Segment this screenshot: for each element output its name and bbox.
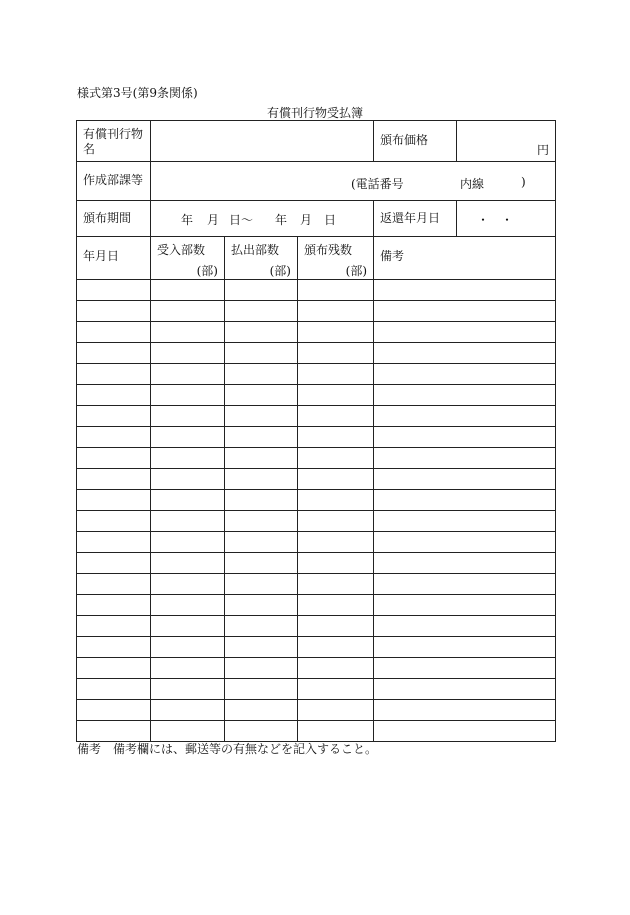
ledger-table <box>76 120 556 742</box>
cell-remaining[interactable] <box>298 511 374 532</box>
column-header-date <box>77 237 151 280</box>
column-remaining-label: 頒布残数 <box>304 243 353 257</box>
cell-issued[interactable] <box>225 448 298 469</box>
cell-remarks[interactable] <box>374 574 556 595</box>
cell-received[interactable] <box>151 385 225 406</box>
period-month-start: 月 <box>207 213 220 227</box>
ledger-row <box>77 553 556 574</box>
footnote <box>77 740 377 757</box>
period-label-cell <box>77 201 151 237</box>
ledger-row <box>77 301 556 322</box>
cell-remaining[interactable] <box>298 637 374 658</box>
cell-issued[interactable] <box>225 511 298 532</box>
cell-received[interactable] <box>151 343 225 364</box>
ledger-row <box>77 322 556 343</box>
cell-issued[interactable] <box>225 658 298 679</box>
return-date-label: 返還年月日 <box>380 211 441 225</box>
cell-issued[interactable] <box>225 679 298 700</box>
column-header-issued <box>225 237 298 280</box>
column-issued-unit: (部) <box>269 264 291 278</box>
cell-remaining[interactable] <box>298 616 374 637</box>
cell-remaining[interactable] <box>298 427 374 448</box>
cell-remaining[interactable] <box>298 553 374 574</box>
cell-date[interactable] <box>77 490 151 511</box>
cell-issued[interactable] <box>225 532 298 553</box>
ledger-row <box>77 448 556 469</box>
ledger-row <box>77 364 556 385</box>
publication-name-field[interactable] <box>151 121 374 162</box>
column-header-received <box>151 237 225 280</box>
column-received-unit: (部) <box>196 264 218 278</box>
footnote-label: 備考 <box>77 742 102 756</box>
cell-issued[interactable] <box>225 553 298 574</box>
cell-remaining[interactable] <box>298 700 374 721</box>
cell-issued[interactable] <box>225 616 298 637</box>
ledger-row <box>77 532 556 553</box>
cell-remarks[interactable] <box>374 427 556 448</box>
cell-issued[interactable] <box>225 469 298 490</box>
cell-date[interactable] <box>77 595 151 616</box>
cell-received[interactable] <box>151 406 225 427</box>
cell-remaining[interactable] <box>298 280 374 301</box>
cell-received[interactable] <box>151 553 225 574</box>
cell-remarks[interactable] <box>374 511 556 532</box>
cell-remarks[interactable] <box>374 364 556 385</box>
cell-received[interactable] <box>151 322 225 343</box>
cell-remarks[interactable] <box>374 406 556 427</box>
ledger-row <box>77 469 556 490</box>
cell-issued[interactable] <box>225 301 298 322</box>
price-label: 頒布価格 <box>380 133 429 147</box>
cell-date[interactable] <box>77 448 151 469</box>
ledger-row <box>77 427 556 448</box>
cell-remaining[interactable] <box>298 490 374 511</box>
period-day-end: 日 <box>324 213 337 227</box>
column-remarks-label: 備考 <box>380 249 405 263</box>
department-field[interactable] <box>151 162 556 201</box>
cell-issued[interactable] <box>225 595 298 616</box>
cell-date[interactable] <box>77 469 151 490</box>
ledger-row <box>77 658 556 679</box>
cell-remaining[interactable] <box>298 364 374 385</box>
cell-received[interactable] <box>151 301 225 322</box>
cell-issued[interactable] <box>225 280 298 301</box>
cell-date[interactable] <box>77 574 151 595</box>
cell-remarks[interactable] <box>374 637 556 658</box>
period-day-start: 日〜 <box>229 213 254 227</box>
cell-received[interactable] <box>151 637 225 658</box>
cell-remaining[interactable] <box>298 532 374 553</box>
cell-received[interactable] <box>151 700 225 721</box>
form-title: 有償刊行物受払簿 <box>266 106 363 120</box>
cell-remarks[interactable] <box>374 385 556 406</box>
ledger-row <box>77 700 556 721</box>
cell-remaining[interactable] <box>298 385 374 406</box>
cell-received[interactable] <box>151 532 225 553</box>
cell-date[interactable] <box>77 637 151 658</box>
cell-remaining[interactable] <box>298 679 374 700</box>
cell-date[interactable] <box>77 658 151 679</box>
cell-issued[interactable] <box>225 343 298 364</box>
cell-remarks[interactable] <box>374 553 556 574</box>
cell-received[interactable] <box>151 616 225 637</box>
price-label-cell <box>374 121 457 162</box>
extension-label: 内線 <box>460 177 485 191</box>
ledger-row <box>77 280 556 301</box>
cell-issued[interactable] <box>225 322 298 343</box>
period-label: 頒布期間 <box>83 211 132 225</box>
phone-label: (電話番号 <box>351 177 404 191</box>
cell-date[interactable] <box>77 280 151 301</box>
cell-remarks[interactable] <box>374 490 556 511</box>
ledger-row <box>77 721 556 742</box>
cell-date[interactable] <box>77 553 151 574</box>
cell-issued[interactable] <box>225 721 298 742</box>
ledger-row <box>77 490 556 511</box>
cell-date[interactable] <box>77 406 151 427</box>
footnote-text: 備考欄には、郵送等の有無などを記入すること。 <box>113 742 378 756</box>
cell-date[interactable] <box>77 679 151 700</box>
cell-received[interactable] <box>151 427 225 448</box>
cell-remarks[interactable] <box>374 700 556 721</box>
ledger-row <box>77 343 556 364</box>
cell-received[interactable] <box>151 511 225 532</box>
department-label: 作成部課等 <box>83 173 144 187</box>
cell-remaining[interactable] <box>298 343 374 364</box>
cell-date[interactable] <box>77 364 151 385</box>
price-unit: 円 <box>537 143 550 157</box>
ledger-row <box>77 385 556 406</box>
cell-received[interactable] <box>151 574 225 595</box>
cell-issued[interactable] <box>225 427 298 448</box>
column-issued-label: 払出部数 <box>231 243 280 257</box>
cell-remarks[interactable] <box>374 448 556 469</box>
cell-issued[interactable] <box>225 700 298 721</box>
cell-issued[interactable] <box>225 574 298 595</box>
cell-received[interactable] <box>151 364 225 385</box>
close-paren: ) <box>521 175 526 189</box>
cell-date[interactable] <box>77 301 151 322</box>
cell-date[interactable] <box>77 532 151 553</box>
cell-issued[interactable] <box>225 385 298 406</box>
cell-remarks[interactable] <box>374 322 556 343</box>
ledger-row <box>77 574 556 595</box>
period-field[interactable] <box>151 201 374 237</box>
cell-remarks[interactable] <box>374 280 556 301</box>
column-header-row <box>77 237 556 280</box>
return-date-field[interactable] <box>457 201 556 237</box>
cell-remarks[interactable] <box>374 301 556 322</box>
cell-date[interactable] <box>77 721 151 742</box>
cell-received[interactable] <box>151 679 225 700</box>
cell-date[interactable] <box>77 385 151 406</box>
cell-remaining[interactable] <box>298 406 374 427</box>
cell-remarks[interactable] <box>374 721 556 742</box>
cell-date[interactable] <box>77 511 151 532</box>
form-number: 様式第3号(第9条関係) <box>77 86 198 100</box>
cell-remaining[interactable] <box>298 448 374 469</box>
cell-remaining[interactable] <box>298 595 374 616</box>
department-label-cell <box>77 162 151 201</box>
cell-remarks[interactable] <box>374 343 556 364</box>
cell-issued[interactable] <box>225 364 298 385</box>
price-field[interactable] <box>457 121 556 162</box>
cell-remaining[interactable] <box>298 721 374 742</box>
period-month-end: 月 <box>300 213 313 227</box>
cell-date[interactable] <box>77 700 151 721</box>
return-date-value: ・ ・ <box>477 213 514 227</box>
cell-issued[interactable] <box>225 637 298 658</box>
publication-name-label: 有償刊行物名 <box>83 127 144 156</box>
cell-remaining[interactable] <box>298 469 374 490</box>
cell-remaining[interactable] <box>298 301 374 322</box>
cell-issued[interactable] <box>225 406 298 427</box>
period-year-start: 年 <box>181 213 194 227</box>
cell-remarks[interactable] <box>374 469 556 490</box>
column-received-label: 受入部数 <box>157 243 206 257</box>
cell-date[interactable] <box>77 616 151 637</box>
ledger-row <box>77 679 556 700</box>
cell-received[interactable] <box>151 469 225 490</box>
cell-issued[interactable] <box>225 490 298 511</box>
column-remaining-unit: (部) <box>345 264 368 278</box>
cell-received[interactable] <box>151 721 225 742</box>
period-year-end: 年 <box>275 213 288 227</box>
cell-remaining[interactable] <box>298 574 374 595</box>
publication-name-label-cell <box>77 121 151 162</box>
column-date-label: 年月日 <box>83 249 120 263</box>
return-date-label-cell <box>374 201 457 237</box>
cell-received[interactable] <box>151 490 225 511</box>
column-header-remarks <box>374 237 556 280</box>
cell-remaining[interactable] <box>298 658 374 679</box>
cell-received[interactable] <box>151 658 225 679</box>
cell-date[interactable] <box>77 343 151 364</box>
ledger-row <box>77 637 556 658</box>
cell-remarks[interactable] <box>374 532 556 553</box>
cell-remarks[interactable] <box>374 595 556 616</box>
cell-remaining[interactable] <box>298 322 374 343</box>
cell-received[interactable] <box>151 280 225 301</box>
ledger-row <box>77 616 556 637</box>
ledger-row <box>77 511 556 532</box>
cell-remarks[interactable] <box>374 616 556 637</box>
cell-remarks[interactable] <box>374 658 556 679</box>
cell-date[interactable] <box>77 427 151 448</box>
column-header-remaining <box>298 237 374 280</box>
ledger-row <box>77 406 556 427</box>
ledger-row <box>77 595 556 616</box>
cell-received[interactable] <box>151 595 225 616</box>
cell-date[interactable] <box>77 322 151 343</box>
cell-remarks[interactable] <box>374 679 556 700</box>
cell-received[interactable] <box>151 448 225 469</box>
